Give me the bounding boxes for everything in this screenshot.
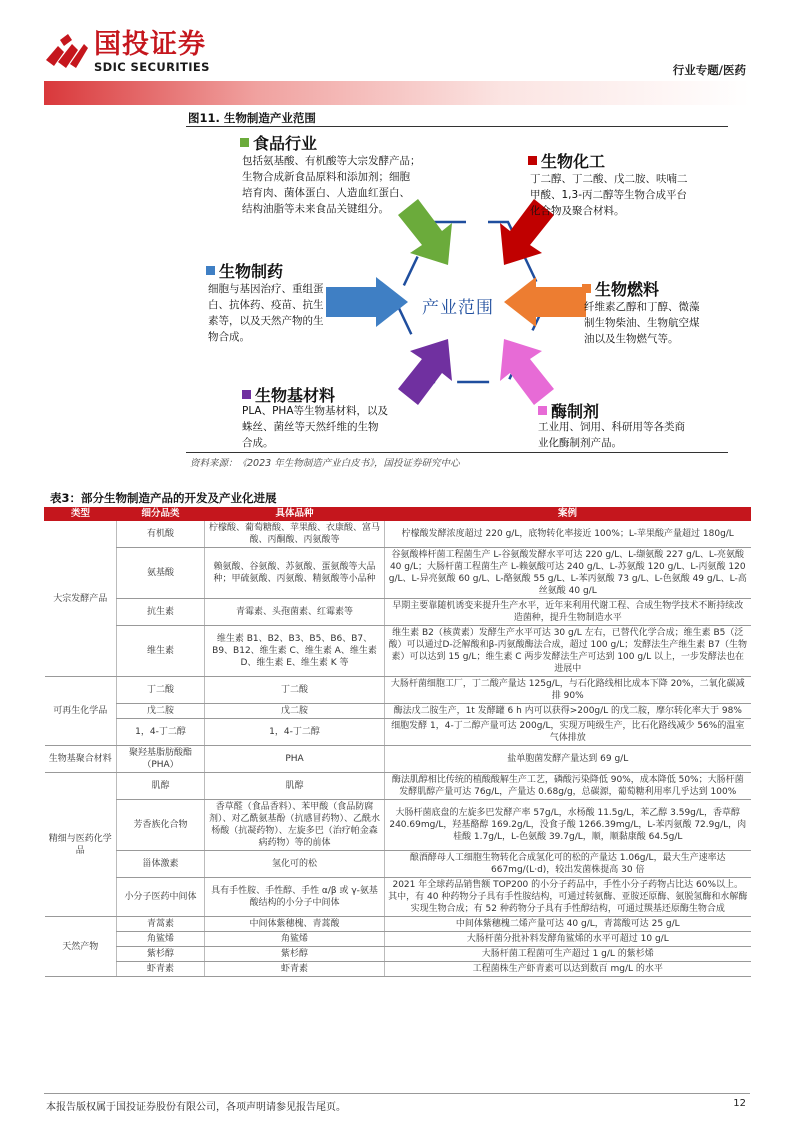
type-cell: 生物基聚合材料	[45, 746, 117, 773]
case-cell: 大肠杆菌分批补料发酵角鲨烯的水平可超过 10 g/L	[385, 932, 751, 947]
variety-cell: 戊二胺	[205, 704, 385, 719]
type-cell: 精细与医药化学品	[45, 773, 117, 917]
case-cell: 大肠杆菌工程菌可生产超过 1 g/L 的紫杉烯	[385, 947, 751, 962]
footer-disclaimer: 本报告版权属于国投证券股份有限公司，各项声明请参见报告尾页。	[46, 1102, 346, 1113]
subcategory-cell: 有机酸	[117, 521, 205, 548]
header-variety: 具体品种	[205, 508, 385, 521]
table-header-row	[45, 508, 751, 521]
section-pharma-text: 细胞与基因治疗、重组蛋 白、抗体药、疫苗、抗生 素等，以及天然产物的生 物合成。	[208, 283, 324, 343]
subcategory-cell: 1，4-丁二醇	[117, 719, 205, 746]
red-square-icon	[528, 156, 537, 165]
table-row	[45, 719, 751, 746]
table-row	[45, 704, 751, 719]
variety-cell: 中间体紫穗槐、青蒿酸	[205, 917, 385, 932]
case-cell: 2021 年全球药品销售额 TOP200 的小分子药品中，手性小分子药物占比达 60%以上。其中，有 40 种药物分子具有手性胺结构，可通过转氨酶、亚胺还原酶、氨脱氢酶和水解酶实现生物合成；有 52 种药物分子具有手性醇结构，可通过羰基还原酶生物合成	[385, 878, 751, 917]
section-material-title: 生物基材料	[242, 383, 335, 406]
variety-cell: 虾青素	[205, 962, 385, 977]
subcategory-cell: 氨基酸	[117, 548, 205, 599]
case-cell: 细胞发酵 1，4-丁二醇产量可达 200g/L，实现万吨级生产，比石化路线减少 56%的温室气体排放	[385, 719, 751, 746]
section-fuel-title: 生物燃料	[582, 277, 659, 300]
variety-cell: 氢化可的松	[205, 851, 385, 878]
subcategory-cell: 芳香族化合物	[117, 800, 205, 851]
case-cell: 早期主要靠随机诱变来提升生产水平，近年来利用代谢工程、合成生物学技术不断持续改造菌种，提升生物制造水平	[385, 599, 751, 626]
logo-mark-icon	[46, 32, 88, 72]
table-row	[45, 932, 751, 947]
pharma-arrow	[326, 277, 408, 327]
case-cell: 酶法戊二胺生产，1t 发酵罐 6 h 内可以获得>200g/L 的戊二胺，摩尔转化率大于 98%	[385, 704, 751, 719]
material-arrow	[398, 339, 452, 405]
section-enzyme-title: 酶制剂	[538, 399, 599, 422]
section-chemical-text: 丁二醇、丁二酸、戊二胺、呋喃二 甲酸、1,3-丙二醇等生物合成平台 化合物及聚合材料。	[530, 173, 688, 217]
variety-cell: 香草醛（食品香料）、苯甲酸（食品防腐剂）、对乙酰氨基酚（抗感冒药物）、乙酰水杨酸（抗凝药物）、左旋多巴（治疗帕金森病药物）等的前体	[205, 800, 385, 851]
figure-source: 资料来源：《2023 年生物制造产业白皮书》，国投证券研究中心	[190, 458, 460, 469]
variety-cell: 维生素 B1、B2、B3、B5、B6、B7、B9、B12、维生素 C、维生素 A、维生素 D、维生素 E、维生素 K 等	[205, 626, 385, 677]
subcategory-cell: 紫杉醇	[117, 947, 205, 962]
table-title: 表3：部分生物制造产品的开发及产业化进展	[50, 491, 277, 505]
subcategory-cell: 丁二酸	[117, 677, 205, 704]
subcategory-cell: 虾青素	[117, 962, 205, 977]
variety-cell: 具有手性胺、手性醇、手性 α/β 或 γ-氨基酸结构的小分子中间体	[205, 878, 385, 917]
section-chemical-title: 生物化工	[528, 149, 605, 172]
blue-square-icon	[206, 266, 215, 275]
header-subcategory: 细分品类	[117, 508, 205, 521]
section-food-title: 食品行业	[240, 131, 317, 154]
industry-scope-diagram	[186, 127, 728, 451]
subcategory-cell: 青蒿素	[117, 917, 205, 932]
table-row	[45, 917, 751, 932]
subcategory-cell: 戊二胺	[117, 704, 205, 719]
variety-cell: 紫杉醇	[205, 947, 385, 962]
table-row	[45, 947, 751, 962]
section-pharma-title: 生物制药	[206, 259, 283, 282]
green-square-icon	[240, 138, 249, 147]
subcategory-cell: 聚羟基脂肪酸酯（PHA）	[117, 746, 205, 773]
page-number: 12	[733, 1098, 746, 1109]
table-row	[45, 548, 751, 599]
center-label: 产业范围	[422, 298, 494, 318]
case-cell: 维生素 B2（核黄素）发酵生产水平可达 30 g/L 左右，已替代化学合成；维生素 B5（泛酸）可以通过D-泛解酸和β-丙氨酸酶法合成，超过 100 g/L；发酵法生产维生素 B7（生物素）可以达到 15 g/L；维生素 C 两步发酵法生产可达到 100 g/L 以上，一步发酵法也在进展中	[385, 626, 751, 677]
subcategory-cell: 小分子医药中间体	[117, 878, 205, 917]
type-cell: 大宗发酵产品	[45, 521, 117, 677]
figure-title: 图11. 生物制造产业范围	[188, 111, 316, 125]
case-cell: 大肠杆菌细胞工厂，丁二酸产量达 125g/L，与石化路线相比成本下降 20%，二氧化碳减排 90%	[385, 677, 751, 704]
company-name-cn: 国投证券	[94, 29, 206, 60]
table-row	[45, 599, 751, 626]
table-row	[45, 677, 751, 704]
product-progress-table	[44, 507, 751, 977]
enzyme-arrow	[500, 339, 554, 405]
case-cell: 谷氨酸棒杆菌工程菌生产 L-谷氨酸发酵水平可达 220 g/L、L-缬氨酸 227 g/L、L-亮氨酸 40 g/L；大肠杆菌工程菌生产 L-赖氨酸可达 240 g/L、L-苏氨酸 120 g/L、L-丙氨酸 120 g/L、L-异亮氨酸 60 g/L、L-酪氨酸 55 g/L、L-苯丙氨酸 73 g/L、L-色氨酸 49 g/L、L-高丝氨酸 40 g/L	[385, 548, 751, 599]
header-band	[44, 81, 750, 105]
section-food-text: 包括氨基酸、有机酸等大宗发酵产品； 生物合成新食品原料和添加剂；细胞 培育肉、菌体蛋白、人造血红蛋白、 结构油脂等未来食品关键组分。	[242, 155, 421, 215]
company-name-en: SDIC SECURITIES	[94, 60, 210, 74]
variety-cell: 肌醇	[205, 773, 385, 800]
type-cell: 可再生化学品	[45, 677, 117, 746]
subcategory-cell: 抗生素	[117, 599, 205, 626]
case-cell: 酿酒酵母人工细胞生物转化合成氢化可的松的产量达 1.06g/L，最大生产速率达 667mg/(L·d)，较出发菌株提高 30 倍	[385, 851, 751, 878]
case-cell: 中间体紫穗槐二烯产量可达 40 g/L，青蒿酸可达 25 g/L	[385, 917, 751, 932]
section-enzyme-text: 工业用、饲用、科研用等各类商 业化酶制剂产品。	[538, 421, 685, 449]
subcategory-cell: 肌醇	[117, 773, 205, 800]
type-cell: 天然产物	[45, 917, 117, 977]
subcategory-cell: 维生素	[117, 626, 205, 677]
case-cell: 工程菌株生产虾青素可以达到数百 mg/L 的水平	[385, 962, 751, 977]
section-fuel-text: 纤维素乙醇和丁醇、微藻 制生物柴油、生物航空煤 油以及生物燃气等。	[584, 301, 700, 345]
variety-cell: 角鲨烯	[205, 932, 385, 947]
subcategory-cell: 甾体激素	[117, 851, 205, 878]
variety-cell: PHA	[205, 746, 385, 773]
table-row	[45, 800, 751, 851]
orange-square-icon	[582, 284, 591, 293]
footer-rule	[44, 1093, 750, 1094]
case-cell: 柠檬酸发酵浓度超过 220 g/L，底物转化率接近 100%；L-苹果酸产量超过 180g/L	[385, 521, 751, 548]
table-row	[45, 878, 751, 917]
fuel-arrow	[504, 277, 586, 327]
variety-cell: 柠檬酸、葡萄糖酸、苹果酸、衣康酸、富马酸、丙酮酸、丙氨酸等	[205, 521, 385, 548]
table-row	[45, 851, 751, 878]
variety-cell: 丁二酸	[205, 677, 385, 704]
header-case: 案例	[385, 508, 751, 521]
company-logo	[46, 30, 266, 74]
table-row	[45, 773, 751, 800]
pink-square-icon	[538, 406, 547, 415]
purple-square-icon	[242, 390, 251, 399]
section-material-text: PLA、PHA等生物基材料，以及 蛛丝、菌丝等天然纤维的生物 合成。	[242, 405, 389, 449]
report-category: 行业专题/医药	[672, 63, 746, 77]
subcategory-cell: 角鲨烯	[117, 932, 205, 947]
variety-cell: 赖氨酸、谷氨酸、苏氨酸、蛋氨酸等大品种；甲硫氨酸、丙氨酸、精氨酸等小品种	[205, 548, 385, 599]
figure-bottom-rule	[186, 452, 728, 453]
table-row	[45, 626, 751, 677]
table-row	[45, 521, 751, 548]
table-row	[45, 962, 751, 977]
variety-cell: 青霉素、头孢菌素、红霉素等	[205, 599, 385, 626]
header-type: 类型	[45, 508, 117, 521]
case-cell: 大肠杆菌底盘的左旋多巴发酵产率 57g/L，水杨酸 11.5g/L，苯乙醇 3.59g/L，香草醇 240.69mg/L，羟基酪醇 169.2g/L，没食子酸 1266.39mg/L，L-苯丙氨酸 72.9g/L，肉桂酸 1.7g/L，L-色氨酸 39.7g/L，顺，顺黏康酸 64.5g/L	[385, 800, 751, 851]
table-row	[45, 746, 751, 773]
case-cell: 酶法肌醇相比传统的植酸酸解生产工艺，磷酸污染降低 90%，成本降低 50%；大肠杆菌发酵肌醇产量可达 76g/L，产量达 0.68g/g，总碳源，葡萄糖利用率几乎达到 100%	[385, 773, 751, 800]
case-cell: 盐单胞菌发酵产量达到 69 g/L	[385, 746, 751, 773]
variety-cell: 1，4-丁二醇	[205, 719, 385, 746]
